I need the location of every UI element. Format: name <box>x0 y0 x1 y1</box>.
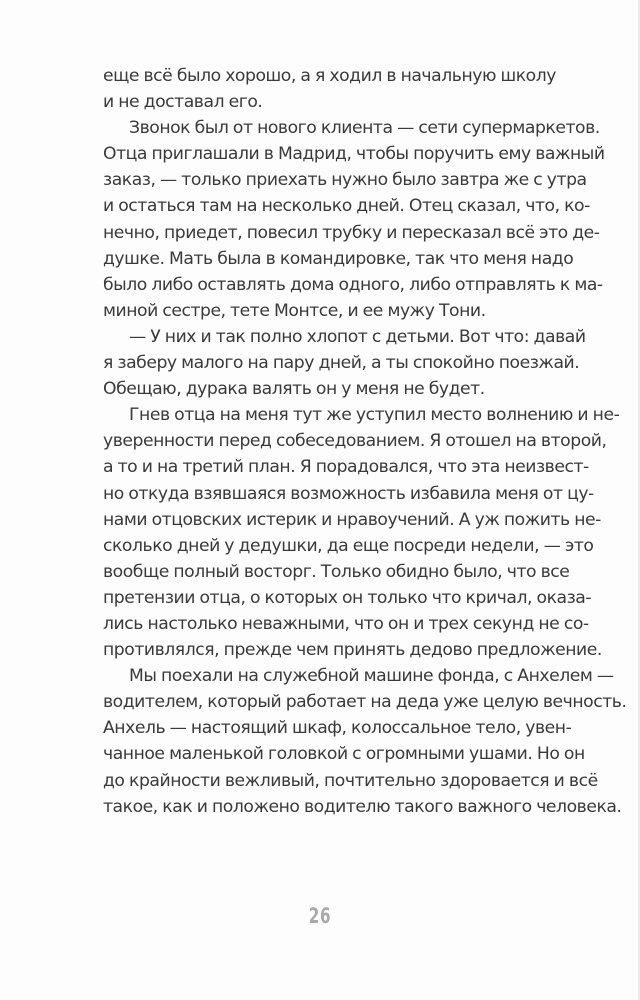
page-number: 26 <box>308 904 332 928</box>
text-line: заказ, — только приехать нужно было завтра же с утра <box>103 170 587 191</box>
text-line: Анхель — настоящий шкаф, колоссальное тело, увен- <box>103 718 572 739</box>
text-line: и не доставал его. <box>103 92 263 113</box>
paragraph-2 <box>103 115 605 324</box>
text-line: — У них и так полно хлопот с детьми. Вот что: давай <box>129 326 586 347</box>
text-line: такое, как и положено водителю такого важного человека. <box>103 796 622 817</box>
text-line: противлялся, прежде чем принять дедово предложение. <box>103 640 602 661</box>
text-line: нечно, приедет, повесил трубку и пересказал всё это де- <box>103 222 600 243</box>
text-line: Обещаю, дурака валять он у меня не будет. <box>103 379 485 400</box>
text-line: уверенности перед собеседованием. Я отошел на второй, <box>103 431 607 452</box>
paragraph-3 <box>103 324 586 402</box>
text-line: до крайности вежливый, почтительно здоровается и всё <box>103 770 598 791</box>
text-line: лись настолько неважными, что он и трех секунд не со- <box>103 613 589 634</box>
paragraph-1 <box>103 63 557 115</box>
text-line: я заберу малого на пару дней, а ты спокойно поезжай. <box>103 353 580 374</box>
text-line: Мы поехали на служебной машине фонда, с Анхелем — <box>129 666 614 687</box>
body-text <box>103 63 627 820</box>
text-line: Звонок был от нового клиента — сети супермаркетов. <box>129 118 600 139</box>
text-line: миной сестре, тете Монтсе, и ее мужу Тони. <box>103 300 486 321</box>
text-line: было либо оставлять дома одного, либо отправлять к ма- <box>103 274 603 295</box>
text-line: Отца приглашали в Мадрид, чтобы поручить ему важный <box>103 144 605 165</box>
text-line: еще всё было хорошо, а я ходил в начальную школу <box>103 66 557 86</box>
text-line: водителем, который работает на деда уже целую вечность. <box>103 692 627 713</box>
text-line: нами отцовских истерик и нравоучений. А уж пожить не- <box>103 509 601 530</box>
text-line: а то и на третий план. Я порадовался, что эта неизвест- <box>103 457 589 478</box>
paragraph-4 <box>103 402 620 663</box>
paragraph-5 <box>103 663 627 820</box>
text-line: претензии отца, о которых он только что кричал, оказа- <box>103 587 592 608</box>
text-line: вообще полный восторг. Только обидно было, что все <box>103 561 570 582</box>
text-line: чанное маленькой головкой с огромными ушами. Но он <box>103 744 585 765</box>
text-line: Гнев отца на меня тут же уступил место волнению и не- <box>129 405 620 426</box>
text-line: но откуда взявшаяся возможность избавила меня от цу- <box>103 483 594 504</box>
text-line: душке. Мать была в командировке, так что меня надо <box>103 248 574 269</box>
text-line: сколько дней у дедушки, да еще посреди недели, — это <box>103 535 594 556</box>
text-line: и остаться там на несколько дней. Отец сказал, что, ко- <box>103 196 590 217</box>
